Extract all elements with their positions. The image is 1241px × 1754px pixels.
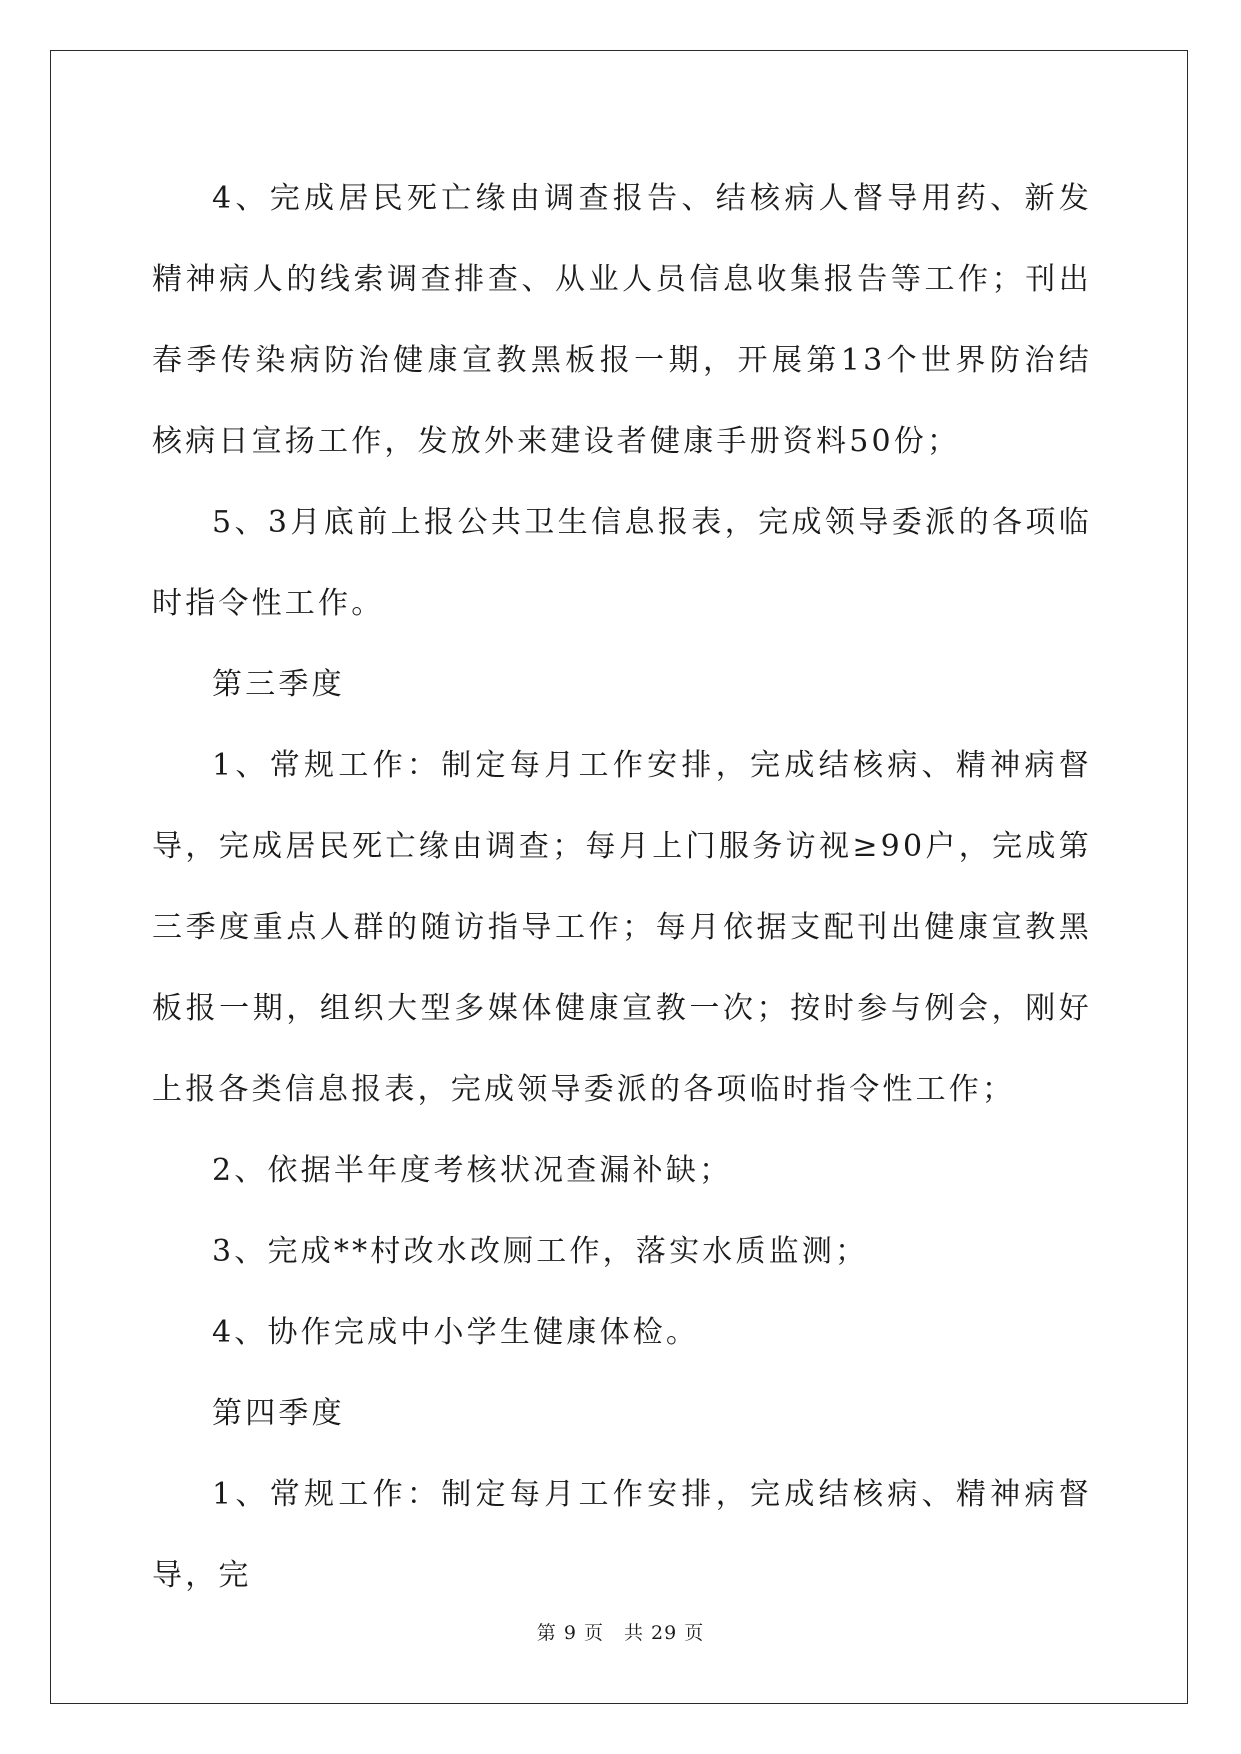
paragraph-q3-item-1: 1、常规工作：制定每月工作安排，完成结核病、精神病督导，完成居民死亡缘由调查；每月上门服务访视≥90户，完成第三季度重点人群的随访指导工作；每月依据支配刊出健康宣教黑板报一期，组织大型多媒体健康宣教一次；按时参与例会，刚好上报各类信息报表，完成领导委派的各项临时指令性工作； [152,748,1092,1107]
paragraph-q3-item-4: 4、协作完成中小学生健康体检。 [212,1315,700,1350]
section-heading-q4: 第四季度 [212,1396,345,1431]
section-heading-q3: 第三季度 [212,667,345,702]
page-number: 第 9 页 共 29 页 [536,1622,705,1644]
paragraph-q3-item-2: 2、依据半年度考核状况查漏补缺； [212,1153,733,1188]
paragraph-item-5-reports: 5、3月底前上报公共卫生信息报表，完成领导委派的各项临时指令性工作。 [152,505,1092,621]
paragraph-q3-item-3: 3、完成**村改水改厕工作，落实水质监测； [212,1234,869,1269]
paragraph-q4-item-1: 1、常规工作：制定每月工作安排，完成结核病、精神病督导，完 [152,1477,1092,1593]
document-body [152,158,1092,1616]
paragraph-item-4-tasks: 4、完成居民死亡缘由调查报告、结核病人督导用药、新发精神病人的线索调查排查、从业人员信息收集报告等工作；刊出春季传染病防治健康宣教黑板报一期，开展第13个世界防治结核病日宣扬工作，发放外来建设者健康手册资料50份； [152,181,1092,459]
